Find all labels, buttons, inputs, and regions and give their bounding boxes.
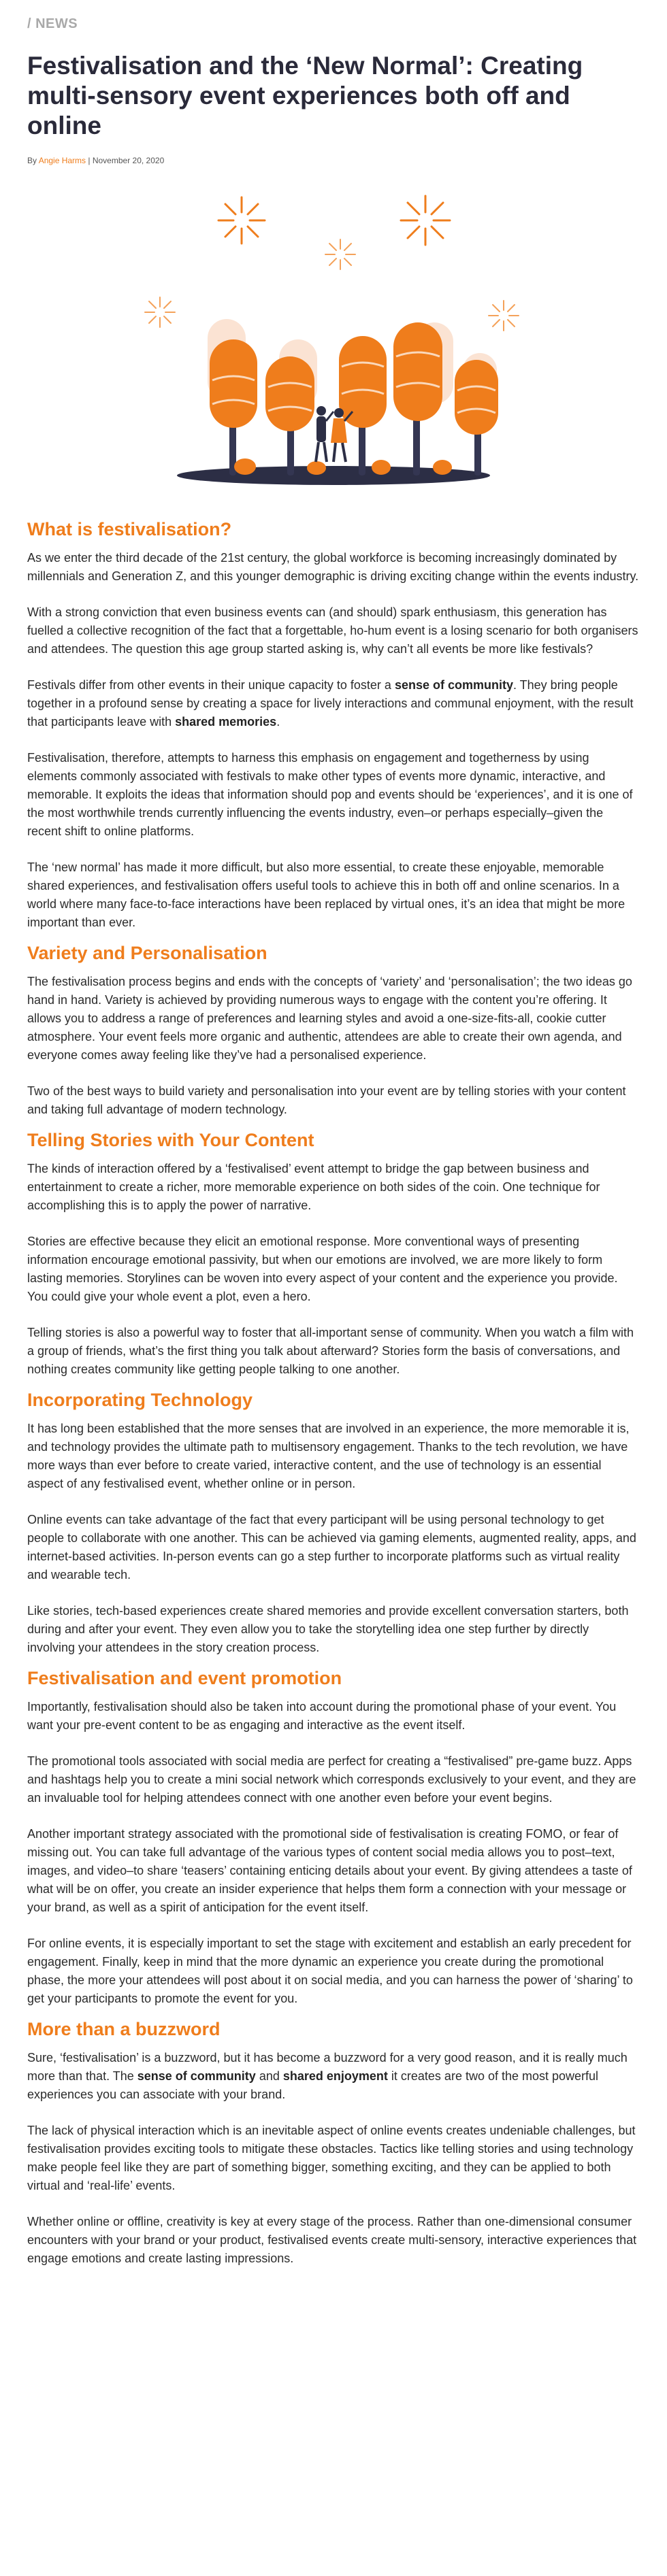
section-heading-what-is-festivalisation: What is festivalisation?: [27, 519, 232, 539]
post-date: November 20, 2020: [92, 156, 165, 165]
bold-text: sense of community: [394, 678, 513, 692]
firework-icon: [145, 239, 519, 331]
paragraph: With a strong conviction that even business events can (and should) spark enthusiasm, this generation has fuelled a collective recognition of the fact that a forgettable, ho-hum event is a losing scenario for both organisers and attendees. The question this age group started asking is, why can’t all events be more like festivals?: [27, 605, 638, 656]
paragraph: The kinds of interaction offered by a ‘festivalised’ event attempt to bridge the gap between business and entertainment to create a richer, more memorable experience on both sides of the coin. One technique for accomplishing this is to apply the power of narrative.: [27, 1162, 600, 1212]
paragraph: As we enter the third decade of the 21st century, the global workforce is becoming increasingly dominated by millennials and Generation Z, and this younger demographic is driving exciting change within the events industry.: [27, 551, 639, 583]
section-heading-telling-stories: Telling Stories with Your Content: [27, 1130, 314, 1150]
paragraph: The promotional tools associated with social media are perfect for creating a “festivalised” pre-game buzz. Apps and hashtags help you to create a mini social network which corresponds exclusively to your event, and they are an invaluable tool for helping attendees connect with one another even before your event begins.: [27, 1754, 636, 1805]
paragraph: Another important strategy associated with the promotional side of festivalisation is creating FOMO, or fear of missing out. You can take full advantage of the various types of content social media allows you to post–text, images, and video–to share ‘teasers’ containing enticing details about your event. By giving attendees a taste of what will be on offer, you create an insider experience that helps them form a connection with your message or your brand, as well as a spirit of anticipation for the event itself.: [27, 1827, 632, 1914]
paragraph: Festivalisation, therefore, attempts to harness this emphasis on engagement and togetherness by using elements commonly associated with festivals to make other types of events more dynamic, interactive, and memorable. It exploits the ideas that information should pop and events should be ‘experiences’, and it is one of the most worthwhile trends currently influencing the events industry, even–or perhaps especially–given the recent shift to online platforms.: [27, 751, 633, 838]
section-heading-incorporating-technology: Incorporating Technology: [27, 1390, 253, 1410]
bold-text: shared enjoyment: [282, 2069, 388, 2083]
page-title: Festivalisation and the ‘New Normal’: Creating multi-sensory event experiences both off and online: [27, 52, 583, 139]
paragraph: Festivals differ from other events in their unique capacity to foster a sense of community. They bring people together in a profound sense by creating a space for lively interactions and communal enjoyment, with the result that participants leave with shared memories.: [27, 678, 634, 729]
author-link[interactable]: Angie Harms: [38, 156, 86, 165]
section-heading-event-promotion: Festivalisation and event promotion: [27, 1668, 342, 1688]
paragraph: Like stories, tech-based experiences create shared memories and provide excellent conversation starters, both during and after your event. They even allow you to take the storytelling idea one step further by directly involving your attendees in the story creation process.: [27, 1604, 629, 1654]
bold-text: shared memories: [175, 715, 277, 729]
paragraph: Sure, ‘festivalisation’ is a buzzword, but it has become a buzzword for a very good reason, and it is really much more than that. The sense of community and shared enjoyment it creates are two of the most powerful experiences you can associate with your brand.: [27, 2051, 628, 2101]
paragraph: Whether online or offline, creativity is key at every stage of the process. Rather than one-dimensional consumer encounters with your brand or your product, festivalised events create multi-sensory, interactive experiences that engage emotions and create lasting impressions.: [27, 2215, 637, 2265]
firework-icon: [401, 196, 450, 245]
paragraph: Stories are effective because they elicit an emotional response. More conventional ways of presenting information encourage emotional passivity, but when our emotions are involved, we are more likely to form lasting memories. Storylines can be woven into every aspect of your content and the experience you provide. You could give your whole event a plot, even a hero.: [27, 1235, 618, 1303]
paragraph: Telling stories is also a powerful way to foster that all-important sense of community. When you watch a film with a group of friends, what’s the first thing you talk about afterward? Stories form the basis of conversations, and nothing creates community like getting people talking to one another.: [27, 1326, 634, 1376]
tree-icon: [210, 322, 498, 435]
byline-prefix: By: [27, 156, 39, 165]
paragraph: Importantly, festivalisation should also be taken into account during the promotional phase of your event. You want your pre-event content to be as engaging and interactive as the event itself.: [27, 1700, 617, 1732]
paragraph: For online events, it is especially important to set the stage with excitement and establish an early precedent for engagement. Finally, keep in mind that the more dynamic an experience you create during the promotional phase, the more your attendees will post about it on social media, and you can harness the power of ‘sharing’ to get your participants to promote the event for you.: [27, 1937, 633, 2005]
paragraph: The festivalisation process begins and ends with the concepts of ‘variety’ and ‘personalisation’; the two ideas go hand in hand. Variety is achieved by providing numerous ways to engage with the content you’re offering. It allows you to address a range of preferences and learning styles and avoid a one-size-fits-all, cookie cutter atmosphere. Your event feels more organic and authentic, attendees are able to create their own agenda, and everyone comes away feeling like they’ve had a personalised experience.: [27, 975, 632, 1062]
bold-text: sense of community: [137, 2069, 256, 2083]
festival-illustration: [123, 183, 544, 503]
paragraph: Two of the best ways to build variety and personalisation into your event are by telling stories with your content and taking full advantage of modern technology.: [27, 1084, 626, 1116]
firework-icon: [218, 197, 265, 244]
article: [27, 0, 640, 2313]
paragraph: Online events can take advantage of the fact that every participant will be using personal technology to get people to collaborate with one another. This can be achieved via gaming elements, augmented reality, apps, and internet-based activities. In-person events can go a step further to incorporate platforms such as virtual reality and wearable tech.: [27, 1513, 636, 1582]
section-heading-more-than-buzzword: More than a buzzword: [27, 2019, 221, 2039]
paragraph: It has long been established that the more senses that are involved in an experience, the more memorable it is, and technology provides the ultimate path to multisensory engagement. Thanks to the tech revolution, we have more ways than ever before to create varied, interactive content, and the use of technology is an essential aspect of any festivalised event, whether online or in person.: [27, 1422, 630, 1490]
paragraph: The ‘new normal’ has made it more difficult, but also more essential, to create these enjoyable, memorable shared experiences, and festivalisation offers useful tools to achieve this in both off and online scenarios. In a world where many face-to-face interactions have been replaced by virtual ones, it’s an idea that might be more important than ever.: [27, 860, 625, 929]
section-heading-variety-personalisation: Variety and Personalisation: [27, 943, 267, 963]
paragraph: The lack of physical interaction which is an inevitable aspect of online events creates undeniable challenges, but festivalisation provides exciting tools to mitigate these obstacles. Tactics like telling stories and using technology make people feel like they are part of something bigger, something exciting, and they can be applied to both virtual and ‘real-life’ events.: [27, 2124, 636, 2192]
byline-separator: |: [86, 156, 93, 165]
category-label[interactable]: / NEWS: [27, 16, 78, 31]
byline: [27, 156, 640, 165]
